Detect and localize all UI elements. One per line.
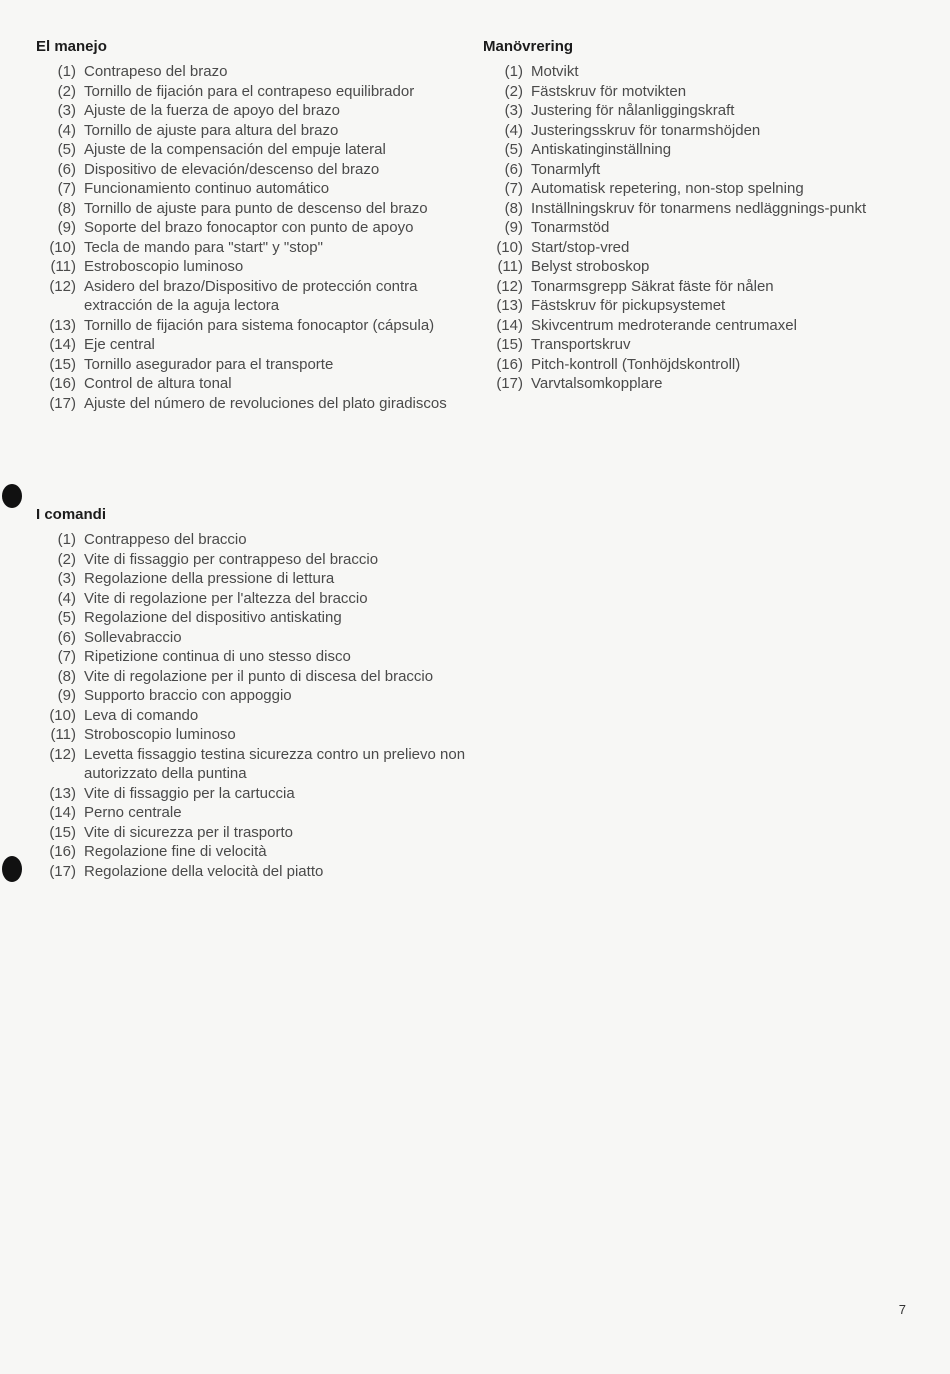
list-item bbox=[483, 355, 903, 375]
item-number: (2) bbox=[57, 550, 76, 568]
item-number: (13) bbox=[49, 784, 76, 802]
item-number: (12) bbox=[496, 277, 523, 295]
item-text: Estroboscopio luminoso bbox=[84, 258, 244, 275]
item-number: (10) bbox=[49, 706, 76, 724]
list-item bbox=[483, 140, 903, 160]
list-item bbox=[483, 218, 903, 238]
item-number: (4) bbox=[57, 121, 76, 139]
item-number: (4) bbox=[504, 121, 523, 139]
list-item bbox=[483, 160, 903, 180]
list-item bbox=[36, 803, 466, 823]
item-text: Ajuste del número de revoluciones del plato giradiscos bbox=[84, 394, 447, 412]
list-item bbox=[483, 121, 903, 141]
item-number: (6) bbox=[504, 160, 523, 178]
punch-hole bbox=[2, 856, 22, 882]
item-number: (6) bbox=[57, 160, 76, 178]
item-text: Tecla de mando para "start" y "stop" bbox=[84, 238, 323, 256]
item-number: (4) bbox=[57, 589, 76, 607]
list-item bbox=[483, 374, 903, 394]
list-item bbox=[36, 121, 466, 141]
item-text: Funcionamiento continuo automático bbox=[84, 180, 330, 197]
item-list bbox=[36, 530, 466, 881]
item-text: Levetta fissaggio testina sicurezza contro un prelievo non autorizzato della puntina bbox=[84, 745, 466, 782]
list-item bbox=[36, 316, 466, 336]
list-item bbox=[483, 296, 903, 316]
item-text: Ajuste de la fuerza de apoyo del brazo bbox=[84, 102, 341, 119]
item-text: Perno centrale bbox=[84, 804, 182, 821]
list-item bbox=[483, 199, 903, 219]
list-item bbox=[36, 647, 466, 667]
item-text: Regolazione della velocità del piatto bbox=[84, 862, 324, 880]
item-number: (3) bbox=[57, 570, 76, 587]
punch-hole bbox=[2, 484, 22, 508]
item-text: Vite di regolazione per l'altezza del braccio bbox=[84, 589, 368, 607]
item-text: Asidero del brazo/Dispositivo de protección contra extracción de la aguja lectora bbox=[84, 277, 418, 314]
item-number: (17) bbox=[49, 394, 76, 412]
item-number: (2) bbox=[57, 82, 76, 100]
section-heading: Manövrering bbox=[483, 38, 574, 55]
item-number: (11) bbox=[50, 258, 76, 275]
item-text: Stroboscopio luminoso bbox=[84, 726, 236, 743]
section-heading: I comandi bbox=[36, 506, 107, 523]
item-text: Vite di fissaggio per la cartuccia bbox=[84, 784, 295, 802]
list-item bbox=[36, 569, 466, 589]
item-number: (8) bbox=[504, 199, 523, 217]
item-number: (7) bbox=[504, 180, 523, 197]
item-number: (15) bbox=[496, 336, 523, 353]
item-text: Transportskruv bbox=[531, 336, 631, 353]
item-text: Contrapeso del brazo bbox=[84, 63, 228, 80]
item-text: Belyst stroboskop bbox=[531, 258, 650, 275]
list-item bbox=[36, 667, 466, 687]
item-text: Regolazione del dispositivo antiskating bbox=[84, 609, 342, 626]
list-item bbox=[36, 589, 466, 609]
list-item bbox=[36, 862, 466, 882]
item-number: (9) bbox=[57, 687, 76, 704]
item-number: (1) bbox=[57, 63, 76, 80]
item-number: (5) bbox=[504, 141, 523, 158]
list-item bbox=[36, 257, 466, 277]
item-number: (17) bbox=[496, 375, 523, 392]
item-text: Regolazione della pressione di lettura bbox=[84, 570, 335, 587]
item-text: Dispositivo de elevación/descenso del brazo bbox=[84, 160, 380, 178]
item-number: (7) bbox=[57, 180, 76, 197]
list-item bbox=[36, 530, 466, 550]
item-number: (14) bbox=[496, 316, 523, 334]
section-spanish bbox=[36, 36, 466, 413]
item-text: Tornillo de fijación para el contrapeso equilibrador bbox=[84, 82, 415, 100]
item-number: (14) bbox=[49, 804, 76, 821]
list-item bbox=[36, 745, 466, 784]
item-text: Fästskruv för motvikten bbox=[531, 82, 687, 100]
list-item bbox=[36, 277, 466, 316]
item-text: Eje central bbox=[84, 336, 155, 353]
item-number: (1) bbox=[57, 531, 76, 548]
item-number: (6) bbox=[57, 628, 76, 646]
item-number: (12) bbox=[49, 745, 76, 763]
list-item bbox=[36, 784, 466, 804]
list-item bbox=[36, 374, 466, 394]
item-text: Tornillo de ajuste para altura del brazo bbox=[84, 121, 339, 139]
item-text: Regolazione fine di velocità bbox=[84, 843, 267, 860]
list-item bbox=[36, 179, 466, 199]
list-item bbox=[36, 218, 466, 238]
list-item bbox=[483, 277, 903, 297]
item-text: Justering för nålanliggingskraft bbox=[531, 102, 735, 119]
list-item bbox=[36, 628, 466, 648]
item-text: Tornillo de ajuste para punto de descenso del brazo bbox=[84, 199, 428, 217]
item-text: Start/stop-vred bbox=[531, 238, 630, 256]
list-item bbox=[36, 140, 466, 160]
item-text: Tonarmlyft bbox=[531, 160, 601, 178]
item-text: Vite di fissaggio per contrappeso del braccio bbox=[84, 550, 379, 568]
item-number: (16) bbox=[496, 355, 523, 373]
list-item bbox=[483, 82, 903, 102]
item-number: (17) bbox=[49, 862, 76, 880]
list-item bbox=[36, 355, 466, 375]
item-number: (10) bbox=[496, 238, 523, 256]
item-number: (14) bbox=[49, 336, 76, 353]
item-text: Pitch-kontroll (Tonhöjdskontroll) bbox=[531, 355, 741, 373]
list-item bbox=[36, 335, 466, 355]
list-item bbox=[36, 199, 466, 219]
item-text: Skivcentrum medroterande centrumaxel bbox=[531, 316, 797, 334]
section-heading: El manejo bbox=[36, 38, 107, 55]
item-number: (3) bbox=[504, 102, 523, 119]
item-text: Tonarmsgrepp Säkrat fäste för nålen bbox=[531, 277, 774, 295]
list-item bbox=[36, 823, 466, 843]
item-text: Varvtalsomkopplare bbox=[531, 375, 663, 392]
list-item bbox=[36, 160, 466, 180]
list-item bbox=[36, 550, 466, 570]
item-number: (9) bbox=[504, 219, 523, 236]
item-number: (11) bbox=[50, 726, 76, 743]
item-text: Inställningskruv för tonarmens nedläggnings-punkt bbox=[531, 199, 867, 217]
list-item bbox=[36, 238, 466, 258]
list-item bbox=[36, 62, 466, 82]
item-number: (5) bbox=[57, 141, 76, 158]
item-text: Contrappeso del braccio bbox=[84, 531, 247, 548]
page-number: 7 bbox=[898, 1302, 906, 1317]
list-item bbox=[483, 257, 903, 277]
list-item bbox=[36, 394, 466, 414]
list-item bbox=[36, 686, 466, 706]
item-list bbox=[36, 62, 466, 413]
item-number: (3) bbox=[57, 102, 76, 119]
section-italian bbox=[36, 504, 466, 881]
item-number: (13) bbox=[49, 316, 76, 334]
item-number: (15) bbox=[49, 355, 76, 373]
section-swedish bbox=[483, 36, 903, 394]
item-text: Supporto braccio con appoggio bbox=[84, 687, 292, 704]
item-list bbox=[483, 62, 903, 394]
list-item bbox=[483, 62, 903, 82]
item-text: Tornillo asegurador para el transporte bbox=[84, 355, 334, 373]
list-item bbox=[36, 101, 466, 121]
item-text: Soporte del brazo fonocaptor con punto de apoyo bbox=[84, 219, 414, 236]
item-number: (8) bbox=[57, 199, 76, 217]
list-item bbox=[483, 316, 903, 336]
item-text: Tonarmstöd bbox=[531, 219, 610, 236]
list-item bbox=[483, 101, 903, 121]
item-number: (5) bbox=[57, 609, 76, 626]
item-number: (10) bbox=[49, 238, 76, 256]
item-text: Sollevabraccio bbox=[84, 628, 182, 646]
item-text: Antiskatinginställning bbox=[531, 141, 672, 158]
item-number: (7) bbox=[57, 648, 76, 665]
item-text: Control de altura tonal bbox=[84, 375, 232, 392]
item-number: (8) bbox=[57, 667, 76, 685]
item-text: Ripetizione continua di uno stesso disco bbox=[84, 648, 351, 665]
item-text: Automatisk repetering, non-stop spelning bbox=[531, 180, 804, 197]
item-text: Justeringsskruv för tonarmshöjden bbox=[531, 121, 761, 139]
list-item bbox=[36, 725, 466, 745]
list-item bbox=[483, 335, 903, 355]
item-number: (15) bbox=[49, 823, 76, 841]
item-number: (12) bbox=[49, 277, 76, 295]
item-text: Fästskruv för pickupsystemet bbox=[531, 297, 726, 314]
item-text: Vite di sicurezza per il trasporto bbox=[84, 823, 293, 841]
item-number: (11) bbox=[497, 258, 523, 275]
item-text: Ajuste de la compensación del empuje lateral bbox=[84, 141, 386, 158]
list-item bbox=[483, 179, 903, 199]
item-number: (16) bbox=[49, 375, 76, 392]
list-item bbox=[36, 82, 466, 102]
item-number: (2) bbox=[504, 82, 523, 100]
item-number: (16) bbox=[49, 843, 76, 860]
item-text: Tornillo de fijación para sistema fonocaptor (cápsula) bbox=[84, 316, 435, 334]
list-item bbox=[36, 842, 466, 862]
list-item bbox=[483, 238, 903, 258]
item-text: Vite di regolazione per il punto di discesa del braccio bbox=[84, 667, 434, 685]
item-number: (13) bbox=[496, 297, 523, 314]
list-item bbox=[36, 706, 466, 726]
item-number: (9) bbox=[57, 219, 76, 236]
list-item bbox=[36, 608, 466, 628]
item-text: Motvikt bbox=[531, 63, 579, 80]
item-text: Leva di comando bbox=[84, 706, 199, 724]
item-number: (1) bbox=[504, 63, 523, 80]
